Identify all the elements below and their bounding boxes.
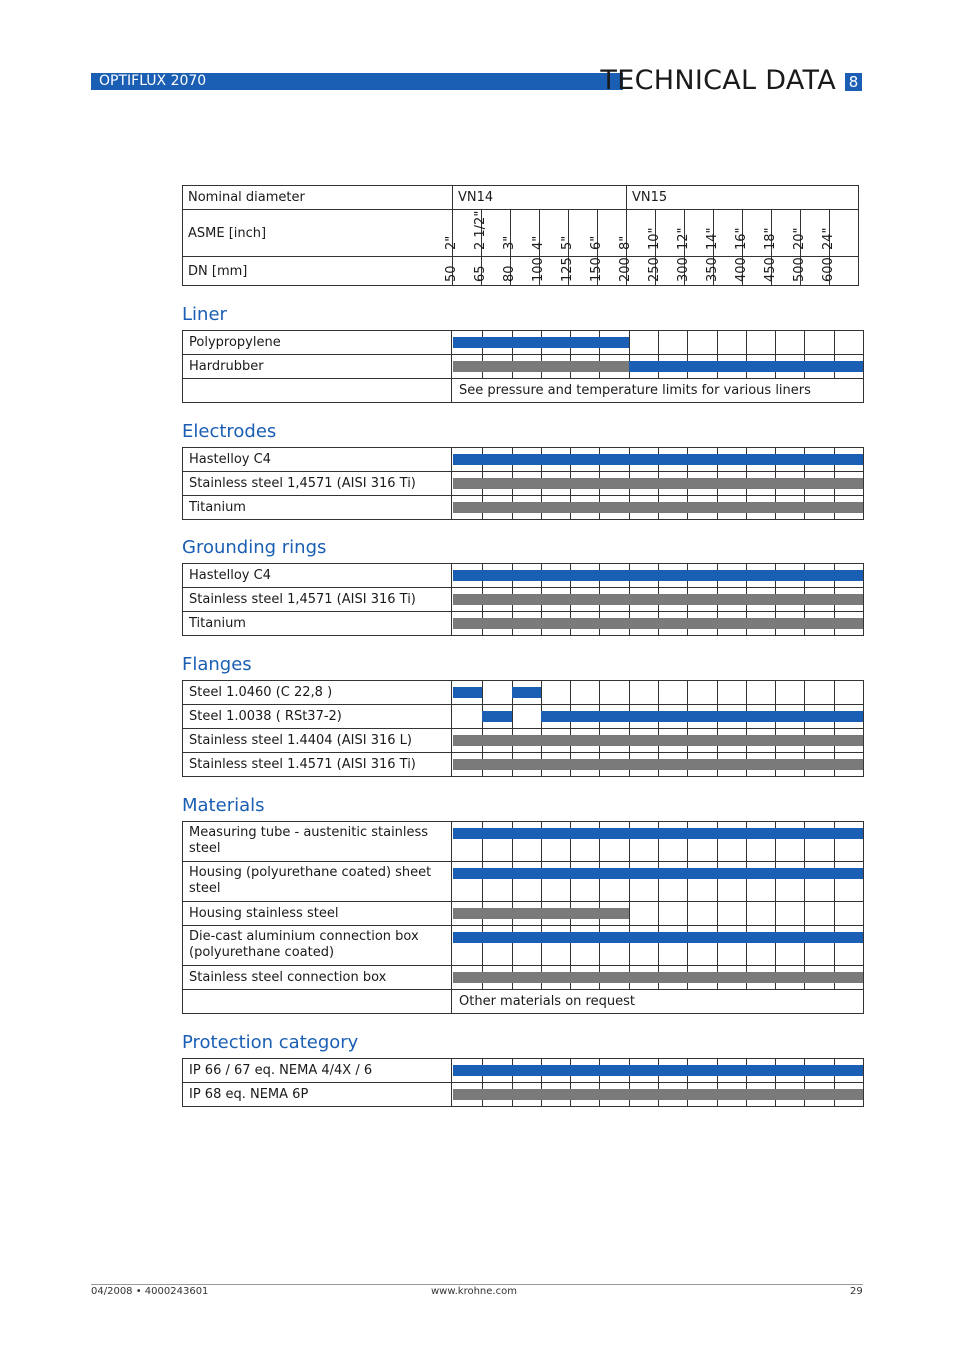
size-cell	[834, 902, 863, 925]
size-cell	[775, 902, 805, 925]
table-row	[183, 1059, 863, 1082]
asme-size-cell: 8"	[627, 210, 656, 257]
asme-size-cell: 18"	[772, 210, 801, 257]
row-label: Hardrubber	[183, 355, 452, 378]
availability-bar	[453, 828, 863, 839]
size-cells	[453, 331, 863, 354]
asme-size-cell: 12"	[685, 210, 714, 257]
section-table	[182, 1058, 864, 1107]
row-note: See pressure and temperature limits for various liners	[459, 383, 811, 398]
dn-label: DN [mm]	[183, 257, 453, 286]
dn-size-cell: 450	[772, 257, 801, 286]
size-cell	[804, 902, 834, 925]
size-cells	[453, 448, 863, 471]
row-label: Die-cast aluminium connection box (polyurethane coated)	[183, 926, 452, 965]
group-vn14: VN14	[453, 186, 627, 210]
row-label: IP 66 / 67 eq. NEMA 4/4X / 6	[183, 1059, 452, 1082]
availability-bar	[453, 618, 863, 629]
dn-size-cell: 150	[598, 257, 627, 286]
table-row	[183, 354, 863, 378]
footer-divider	[91, 1284, 863, 1285]
availability-bar	[453, 502, 863, 513]
availability-bar	[453, 972, 863, 983]
size-cell	[834, 681, 863, 704]
size-cell	[541, 681, 571, 704]
nominal-diameter-table	[182, 185, 859, 286]
size-cells	[453, 926, 863, 965]
size-cells	[453, 496, 863, 519]
table-row	[183, 861, 863, 901]
table-row	[183, 728, 863, 752]
section-title: Liner	[182, 304, 227, 325]
size-cells	[453, 902, 863, 925]
size-cell	[746, 902, 776, 925]
row-label: Titanium	[183, 612, 452, 635]
table-row	[183, 989, 863, 1013]
footer-date-code: 04/2008 • 4000243601	[91, 1286, 209, 1297]
table-row	[183, 210, 859, 257]
section-table	[182, 680, 864, 777]
size-cell	[804, 331, 834, 354]
size-cells	[453, 472, 863, 495]
row-label: Stainless steel connection box	[183, 966, 452, 989]
size-cell	[717, 331, 747, 354]
availability-bar	[482, 711, 511, 722]
table-row	[183, 495, 863, 519]
row-label: Housing stainless steel	[183, 902, 452, 925]
asme-size-cell: 20"	[801, 210, 830, 257]
row-note: Other materials on request	[459, 994, 635, 1009]
availability-bar	[453, 1065, 863, 1076]
availability-bar	[453, 1089, 863, 1100]
row-label: Measuring tube - austenitic stainless steel	[183, 822, 452, 861]
size-cell	[687, 902, 717, 925]
asme-size-cell: 14"	[714, 210, 743, 257]
table-row	[183, 448, 863, 471]
availability-bar	[453, 908, 629, 919]
availability-bar	[453, 868, 863, 879]
size-cell	[658, 331, 688, 354]
dn-size-cell: 125	[569, 257, 598, 286]
dn-size-cell: 400	[743, 257, 772, 286]
availability-bar	[453, 594, 863, 605]
size-cell	[570, 681, 600, 704]
size-cell	[746, 681, 776, 704]
table-row	[183, 378, 863, 402]
availability-bar	[453, 478, 863, 489]
availability-bar	[453, 361, 629, 372]
size-cell	[599, 681, 629, 704]
table-row	[183, 1082, 863, 1106]
size-cells	[453, 588, 863, 611]
row-label: Polypropylene	[183, 331, 452, 354]
section-table	[182, 447, 864, 520]
size-cell	[453, 705, 483, 728]
size-cell	[658, 902, 688, 925]
size-cells	[453, 753, 863, 776]
size-cells	[453, 1059, 863, 1082]
size-cell	[687, 331, 717, 354]
row-label	[183, 379, 452, 402]
section-table	[182, 821, 864, 1014]
section-title: Flanges	[182, 654, 252, 675]
asme-size-cell: 24"	[830, 210, 859, 257]
size-cell	[512, 705, 542, 728]
row-label: Stainless steel 1,4571 (AISI 316 Ti)	[183, 588, 452, 611]
size-cells	[453, 822, 863, 861]
row-label	[183, 990, 452, 1013]
table-row	[183, 901, 863, 925]
availability-bar	[453, 759, 863, 770]
size-cell	[629, 331, 659, 354]
table-row	[183, 257, 859, 286]
size-cell	[775, 331, 805, 354]
asme-size-cell: 3"	[511, 210, 540, 257]
section-title: Electrodes	[182, 421, 277, 442]
size-cells	[453, 612, 863, 635]
availability-bar	[453, 932, 863, 943]
chapter-number: 8	[845, 73, 862, 91]
availability-bar	[512, 687, 541, 698]
table-row	[183, 704, 863, 728]
table-row	[183, 564, 863, 587]
row-label: IP 68 eq. NEMA 6P	[183, 1083, 452, 1106]
size-cell	[629, 681, 659, 704]
table-row	[183, 471, 863, 495]
size-cell	[834, 331, 863, 354]
table-row	[183, 186, 859, 210]
product-name: OPTIFLUX 2070	[99, 73, 207, 89]
footer-website: www.krohne.com	[431, 1286, 517, 1297]
row-label: Housing (polyurethane coated) sheet steel	[183, 862, 452, 901]
size-cell	[482, 681, 512, 704]
dn-size-cell: 300	[685, 257, 714, 286]
table-row	[183, 681, 863, 704]
size-cell	[629, 902, 659, 925]
row-label: Titanium	[183, 496, 452, 519]
nominal-diameter-label: Nominal diameter	[183, 186, 453, 210]
section-title: Materials	[182, 795, 265, 816]
size-cell	[804, 681, 834, 704]
dn-size-cell: 250	[656, 257, 685, 286]
availability-bar	[453, 687, 482, 698]
size-cells	[453, 705, 863, 728]
dn-size-cell: 350	[714, 257, 743, 286]
asme-size-cell: 2 1/2"	[482, 210, 511, 257]
availability-bar	[541, 711, 863, 722]
group-vn15: VN15	[627, 186, 859, 210]
availability-bar	[453, 570, 863, 581]
asme-size-cell: 6"	[598, 210, 627, 257]
table-row	[183, 331, 863, 354]
size-cells	[453, 355, 863, 378]
asme-label: ASME [inch]	[183, 210, 453, 257]
dn-size-cell: 100	[540, 257, 569, 286]
section-title: Grounding rings	[182, 537, 327, 558]
section-title: Protection category	[182, 1032, 359, 1053]
row-label: Steel 1.0460 (C 22,8 )	[183, 681, 452, 704]
asme-size-cell: 10"	[656, 210, 685, 257]
size-cell	[746, 331, 776, 354]
dn-size-cell: 80	[511, 257, 540, 286]
size-cells	[453, 564, 863, 587]
row-label: Hastelloy C4	[183, 564, 452, 587]
page-number: 29	[850, 1286, 863, 1297]
availability-bar	[453, 454, 863, 465]
asme-size-cell: 16"	[743, 210, 772, 257]
asme-size-cell: 2"	[453, 210, 482, 257]
size-cells	[453, 966, 863, 989]
table-row	[183, 611, 863, 635]
dn-size-cell: 50	[453, 257, 482, 286]
row-label: Hastelloy C4	[183, 448, 452, 471]
size-cell	[717, 681, 747, 704]
dn-size-cell: 600	[830, 257, 859, 286]
table-row	[183, 925, 863, 965]
size-cells	[453, 1083, 863, 1106]
availability-bar	[629, 361, 863, 372]
size-cells	[453, 681, 863, 704]
section-table	[182, 563, 864, 636]
dn-size-cell: 200	[627, 257, 656, 286]
table-row	[183, 587, 863, 611]
row-label: Stainless steel 1.4404 (AISI 316 L)	[183, 729, 452, 752]
dn-size-cell: 500	[801, 257, 830, 286]
size-cells	[453, 729, 863, 752]
page-title: TECHNICAL DATA	[600, 65, 836, 96]
row-label: Steel 1.0038 ( RSt37-2)	[183, 705, 452, 728]
row-label: Stainless steel 1.4571 (AISI 316 Ti)	[183, 753, 452, 776]
row-label: Stainless steel 1,4571 (AISI 316 Ti)	[183, 472, 452, 495]
availability-bar	[453, 735, 863, 746]
availability-bar	[453, 337, 629, 348]
table-row	[183, 752, 863, 776]
size-cell	[687, 681, 717, 704]
size-cell	[717, 902, 747, 925]
size-cell	[658, 681, 688, 704]
table-row	[183, 822, 863, 861]
section-table	[182, 330, 864, 403]
asme-size-cell: 4"	[540, 210, 569, 257]
size-cells	[453, 862, 863, 901]
dn-size-cell: 65	[482, 257, 511, 286]
size-cell	[775, 681, 805, 704]
table-row	[183, 965, 863, 989]
asme-size-cell: 5"	[569, 210, 598, 257]
